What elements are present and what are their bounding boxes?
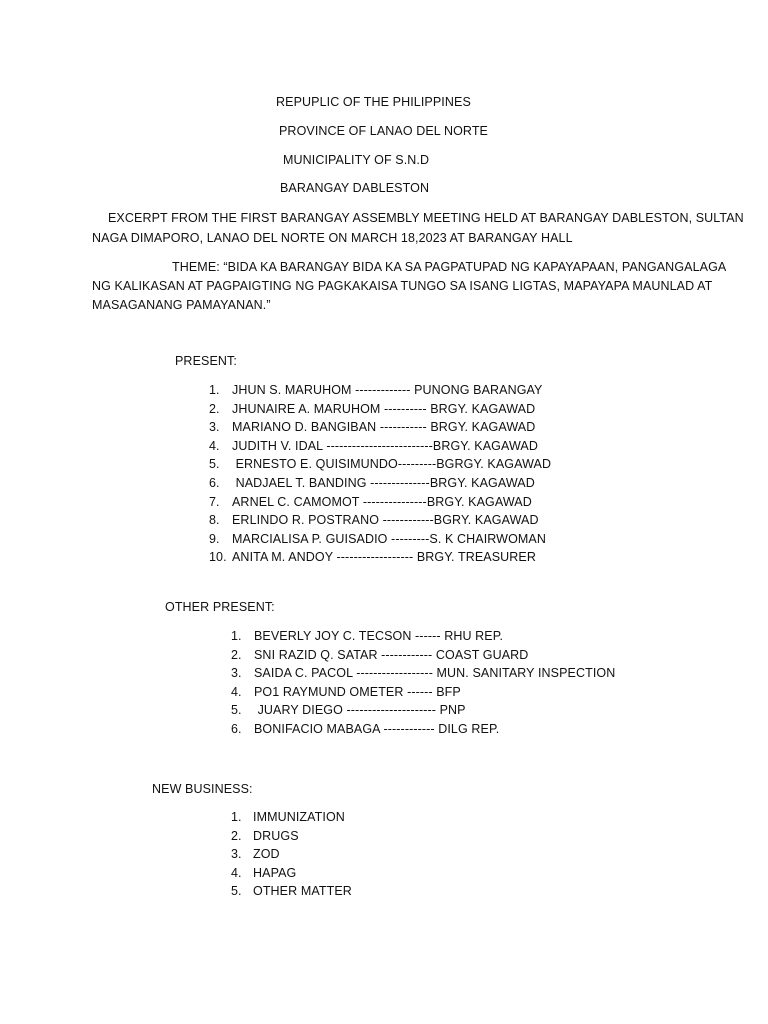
list-item-text: SNI RAZID Q. SATAR ------------ COAST GUARD [254,647,529,662]
list-item-text: JUDITH V. IDAL -------------------------BRGY. KAGAWAD [232,438,538,453]
list-item-text: NADJAEL T. BANDING --------------BRGY. KAGAWAD [232,475,535,490]
list-item [209,418,549,437]
list-item-number: 1. [209,383,220,397]
new-business-heading: NEW BUSINESS: [152,782,253,796]
list-item-text: MARCIALISA P. GUISADIO ---------S. K CHAIRWOMAN [232,531,546,546]
list-item-text: ARNEL C. CAMOMOT ---------------BRGY. KAGAWAD [232,494,532,509]
list-item [231,646,611,665]
other-present-heading: OTHER PRESENT: [165,600,275,614]
list-item-text: MARIANO D. BANGIBAN ----------- BRGY. KAGAWAD [232,420,536,435]
list-item-text: OTHER MATTER [253,884,352,899]
list-item [209,437,549,456]
excerpt-line-1: EXCERPT FROM THE FIRST BARANGAY ASSEMBLY MEETING HELD AT BARANGAY DABLESTON, SULTAN [108,211,744,225]
present-list [209,381,552,567]
list-item-number: 6. [231,721,242,736]
list-item [231,720,611,739]
list-item-text: ERLINDO R. POSTRANO ------------BGRY. KAGAWAD [232,513,539,528]
header-province: PROVINCE OF LANAO DEL NORTE [279,124,488,138]
list-item-text: ERNESTO E. QUISIMUNDO---------BGRGY. KAGAWAD [232,457,552,472]
list-item-number: 8. [209,513,220,528]
theme-line-1: THEME: “BIDA KA BARANGAY BIDA KA SA PAGPATUPAD NG KAPAYAPAAN, PANGANGALAGA [172,260,727,274]
list-item [231,683,611,702]
list-item [209,493,549,512]
list-item [209,455,552,474]
list-item-text: JHUN S. MARUHOM ------------- PUNONG BARANGAY [232,383,543,397]
present-heading: PRESENT: [175,354,237,368]
list-item-number: 4. [231,684,242,699]
list-item-text: BEVERLY JOY C. TECSON ------ RHU REP. [254,629,504,643]
other-present-list [231,627,616,739]
list-item-number: 10. [209,550,227,565]
header-municipality: MUNICIPALITY OF S.N.D [283,153,430,167]
list-item-text: BONIFACIO MABAGA ------------ DILG REP. [254,721,500,736]
list-item-number: 5. [231,884,242,899]
list-item [209,511,549,530]
list-item [231,845,431,864]
theme-line-2: NG KALIKASAN AT PAGPAIGTING NG PAGKAKAISA TUNGO SA ISANG LIGTAS, MAPAYAPA MAUNLAD AT [92,279,713,293]
list-item-number: 1. [231,629,242,643]
header-republic: REPUPLIC OF THE PHILIPPINES [276,95,471,109]
new-business-list [231,808,431,901]
list-item-text: ANITA M. ANDOY ------------------ BRGY. TREASURER [232,550,536,565]
list-item-number: 5. [231,703,242,718]
list-item [209,381,549,400]
list-item-number: 6. [209,475,220,490]
list-item-number: 5. [209,457,220,472]
list-item-number: 9. [209,531,220,546]
list-item [231,827,431,846]
list-item-number: 2. [231,647,242,662]
list-item-number: 7. [209,494,220,509]
list-item-number: 3. [209,420,220,435]
list-item [231,864,431,883]
list-item [231,664,616,683]
list-item-text: SAIDA C. PACOL ------------------ MUN. SANITARY INSPECTION [254,666,616,681]
list-item [209,474,549,493]
list-item [209,400,549,419]
list-item [231,701,611,720]
list-item-text: HAPAG [253,865,297,880]
excerpt-line-2: NAGA DIMAPORO, LANAO DEL NORTE ON MARCH 18,2023 AT BARANGAY HALL [92,231,573,245]
list-item-text: IMMUNIZATION [253,810,345,824]
list-item-number: 2. [231,828,242,843]
list-item-text: PO1 RAYMUND OMETER ------ BFP [254,684,461,699]
list-item-text: ZOD [253,847,280,862]
list-item-number: 3. [231,847,242,862]
list-item [231,627,611,646]
theme-line-3: MASAGANANG PAMAYANAN.” [92,298,271,312]
list-item [209,548,549,567]
list-item [209,530,549,549]
list-item-number: 4. [231,865,242,880]
list-item [231,882,431,901]
list-item [231,808,431,827]
list-item-number: 1. [231,810,242,824]
list-item-text: JHUNAIRE A. MARUHOM ---------- BRGY. KAGAWAD [232,401,536,416]
header-barangay: BARANGAY DABLESTON [280,181,430,195]
list-item-number: 4. [209,438,220,453]
list-item-number: 2. [209,401,220,416]
list-item-text: JUARY DIEGO --------------------- PNP [254,703,466,718]
list-item-number: 3. [231,666,242,681]
list-item-text: DRUGS [253,828,299,843]
